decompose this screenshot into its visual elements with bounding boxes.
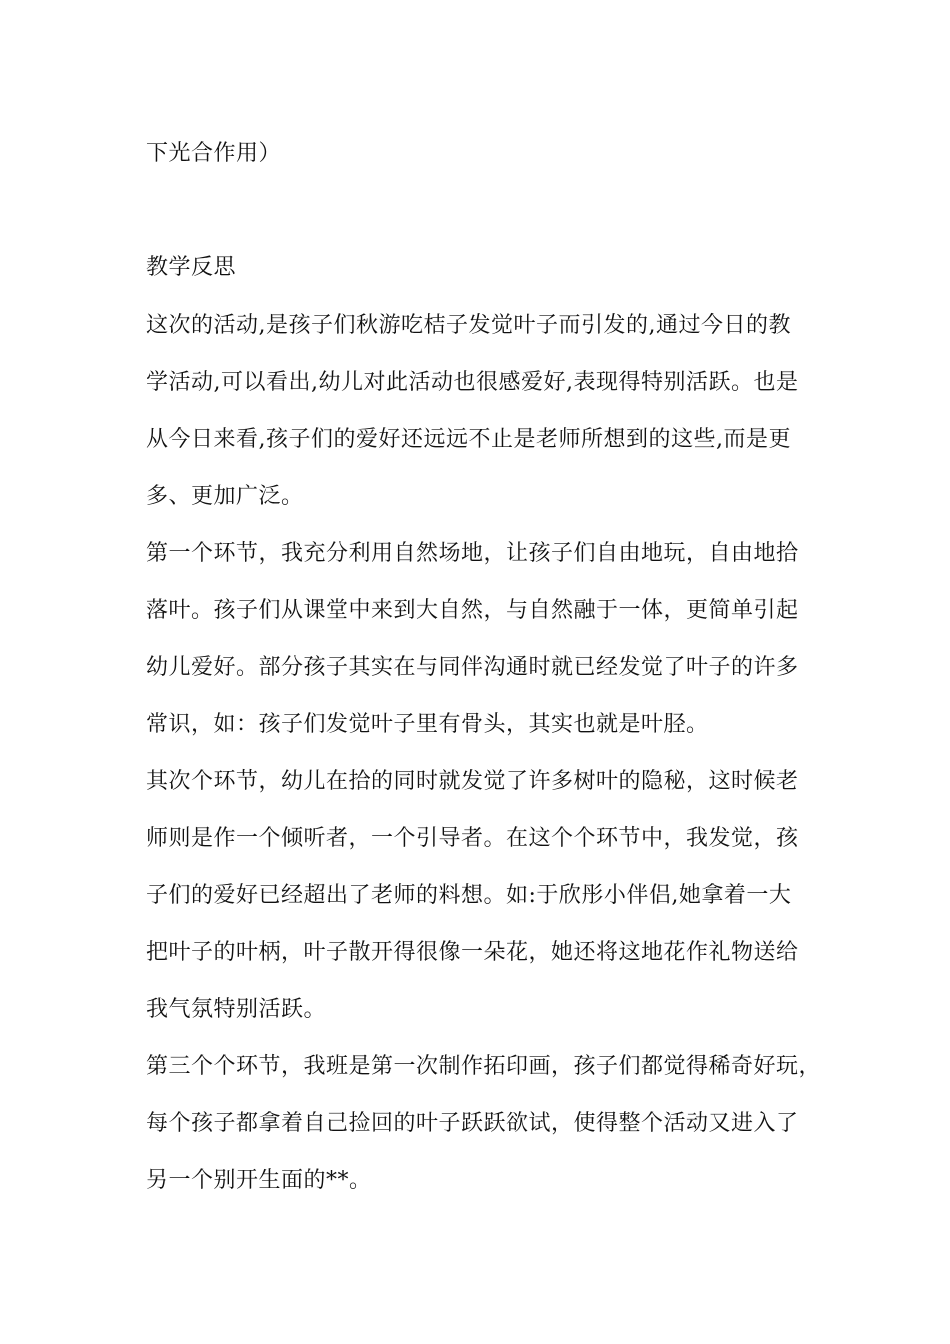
text-line: 幼儿爱好。部分孩子其实在与同伴沟通时就已经发觉了叶子的许多: [146, 655, 799, 680]
text-line: 每个孩子都拿着自己捡回的叶子跃跃欲试，使得整个活动又进入了: [146, 1111, 799, 1136]
text-line: 师则是作一个倾听者，一个引导者。在这个个环节中，我发觉，孩: [146, 826, 799, 851]
text-line: 常识，如：孩子们发觉叶子里有骨头，其实也就是叶胫。: [146, 712, 709, 737]
text-line: 第一个环节，我充分利用自然场地，让孩子们自由地玩，自由地拾: [146, 541, 799, 566]
text-line: 子们的爱好已经超出了老师的料想。如:于欣彤小伴侣,她拿着一大: [146, 883, 792, 908]
text-line: 把叶子的叶柄，叶子散开得很像一朵花，她还将这地花作礼物送给: [146, 940, 799, 965]
text-line: 这次的活动,是孩子们秋游吃桔子发觉叶子而引发的,通过今日的教: [146, 313, 791, 338]
text-line: 另一个别开生面的**。: [146, 1168, 372, 1193]
text-line: 落叶。孩子们从课堂中来到大自然，与自然融于一体，更简单引起: [146, 598, 799, 623]
section-heading: 教学反思: [146, 255, 237, 280]
text-line: 多、更加广泛。: [146, 484, 304, 509]
text-line: 我气氛特别活跃。: [146, 997, 327, 1022]
text-line: 第三个个环节，我班是第一次制作拓印画，孩子们都觉得稀奇好玩，: [146, 1054, 822, 1079]
text-line: 学活动,可以看出,幼儿对此活动也很感爱好,表现得特别活跃。也是: [146, 370, 799, 395]
text-line: 下光合作用）: [146, 141, 282, 166]
text-line: 其次个环节，幼儿在拾的同时就发觉了许多树叶的隐秘，这时候老: [146, 769, 799, 794]
text-line: 从今日来看,孩子们的爱好还远远不止是老师所想到的这些,而是更: [146, 427, 791, 452]
